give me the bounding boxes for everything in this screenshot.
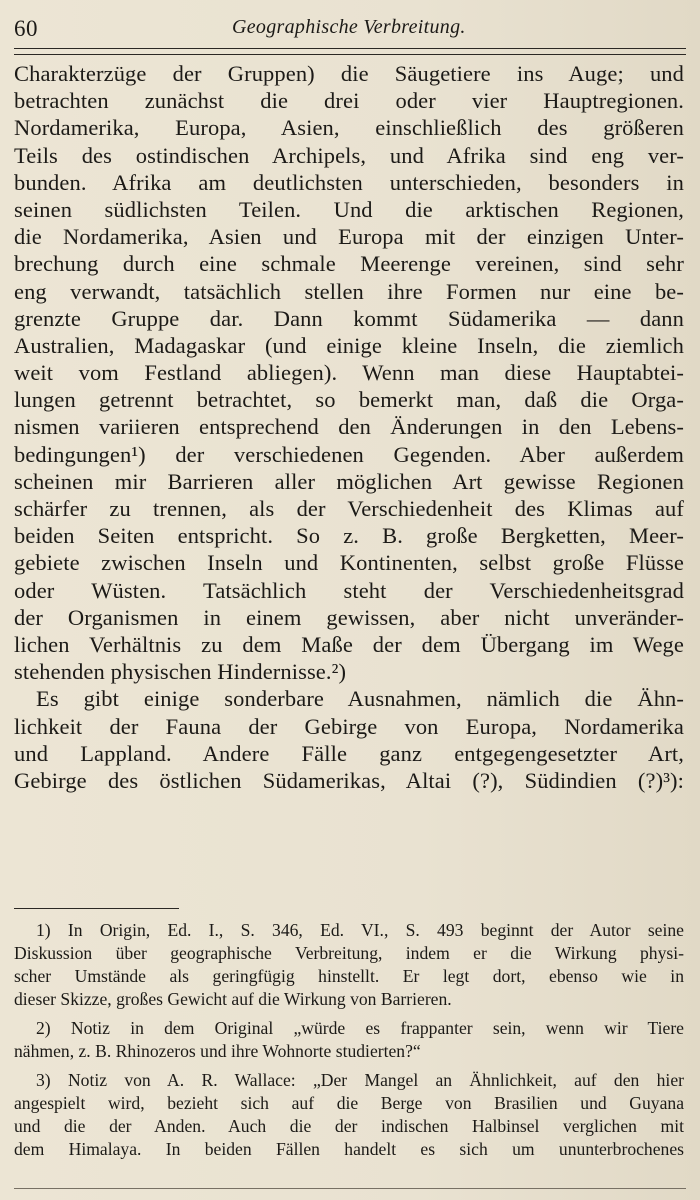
footnotes	[14, 919, 684, 1161]
page-number: 60	[14, 16, 38, 41]
text-line: stehenden physischen Hindernisse.²)	[14, 659, 347, 685]
text-line: nismen variieren entsprechend den Änderungen in den Lebens-	[14, 414, 684, 440]
text-line: oder Wüsten. Tatsächlich steht der Verschiedenheitsgrad	[14, 577, 684, 603]
text-line: Teils des ostindischen Archipels, und Afrika sind eng ver-	[14, 142, 684, 168]
footnote-separator	[14, 908, 179, 909]
text-line: die Nordamerika, Asien und Europa mit der einzigen Unter-	[14, 224, 684, 250]
footnote-line: 3) Notiz von A. R. Wallace: „Der Mangel an Ähnlichkeit, auf den hier	[36, 1070, 684, 1090]
text-line: brechung durch eine schmale Meerenge vereinen, sind sehr	[14, 251, 684, 277]
footnote-line: nähmen, z. B. Rhinozeros und ihre Wohnorte studierten?“	[14, 1041, 421, 1061]
text-line: schärfer zu trennen, als der Verschiedenheit des Klimas auf	[14, 496, 684, 521]
text-line: grenzte Gruppe dar. Dann kommt Südamerika — dann	[14, 305, 684, 331]
footnote-line: und die der Anden. Auch die der indischen Halbinsel verglichen mit	[14, 1116, 684, 1136]
text-line: lichen Verhältnis zu dem Maße der dem Übergang im Wege	[14, 631, 684, 657]
page-header	[14, 14, 682, 44]
text-line: gebiete zwischen Inseln und Kontinenten, selbst große Flüsse	[14, 550, 684, 576]
text-line: der Organismen in einem gewissen, aber nicht unveränder-	[14, 604, 684, 630]
text-line: lichkeit der Fauna der Gebirge von Europa, Nordamerika	[14, 713, 684, 739]
text-line: Australien, Madagaskar (und einige kleine Inseln, die ziemlich	[14, 332, 684, 358]
text-line: lungen getrennt betrachtet, so bemerkt man, daß die Orga-	[14, 387, 684, 413]
text-line: eng verwandt, tatsächlich stellen ihre Formen nur eine be-	[14, 278, 684, 304]
footnote-line: dem Himalaya. In beiden Fällen handelt es sich um ununterbrochenes	[14, 1139, 684, 1159]
text-line: weit vom Festland abliegen). Wenn man diese Hauptabtei-	[14, 360, 684, 386]
footnote-line: angespielt wird, bezieht sich auf die Berge von Brasilien und Guyana	[14, 1093, 684, 1113]
text-line: Charakterzüge der Gruppen) die Säugetiere ins Auge; und	[14, 61, 684, 86]
main-text	[14, 60, 684, 794]
footnote-line: Diskussion über geographische Verbreitung, indem er die Wirkung physi-	[14, 943, 684, 963]
text-line: scheinen mir Barrieren aller möglichen Art gewisse Regionen	[14, 468, 684, 494]
text-line: bunden. Afrika am deutlichsten unterschieden, besonders in	[14, 169, 684, 195]
text-line: seinen südlichsten Teilen. Und die arktischen Regionen,	[14, 196, 684, 222]
header-double-rule	[14, 48, 686, 55]
footnote-line: 2) Notiz in dem Original „würde es frappanter sein, wenn wir Tiere	[36, 1018, 684, 1038]
text-line: Nordamerika, Europa, Asien, einschließlich des größeren	[14, 115, 684, 141]
footnote-line: scher Umstände als geringfügig hinstellt. Er legt dort, ebenso wie in	[14, 966, 684, 986]
text-line: Gebirge des östlichen Südamerikas, Altai (?), Südindien (?)³):	[14, 767, 684, 793]
text-line: und Lappland. Andere Fälle ganz entgegengesetzter Art,	[14, 740, 684, 766]
text-line: betrachten zunächst die drei oder vier Hauptregionen.	[14, 88, 684, 114]
bottom-edge-rule	[14, 1188, 686, 1189]
footnote-line: dieser Skizze, großes Gewicht auf die Wirkung von Barrieren.	[14, 989, 452, 1009]
text-line: beiden Seiten entspricht. So z. B. große Bergketten, Meer-	[14, 523, 684, 549]
text-line: Es gibt einige sonderbare Ausnahmen, nämlich die Ähn-	[36, 686, 684, 712]
footnote-line: 1) In Origin, Ed. I., S. 346, Ed. VI., S. 493 beginnt der Autor seine	[36, 920, 684, 940]
running-head: Geographische Verbreitung.	[232, 16, 466, 38]
text-line: bedingungen¹) der verschiedenen Gegenden. Aber außerdem	[14, 441, 684, 467]
